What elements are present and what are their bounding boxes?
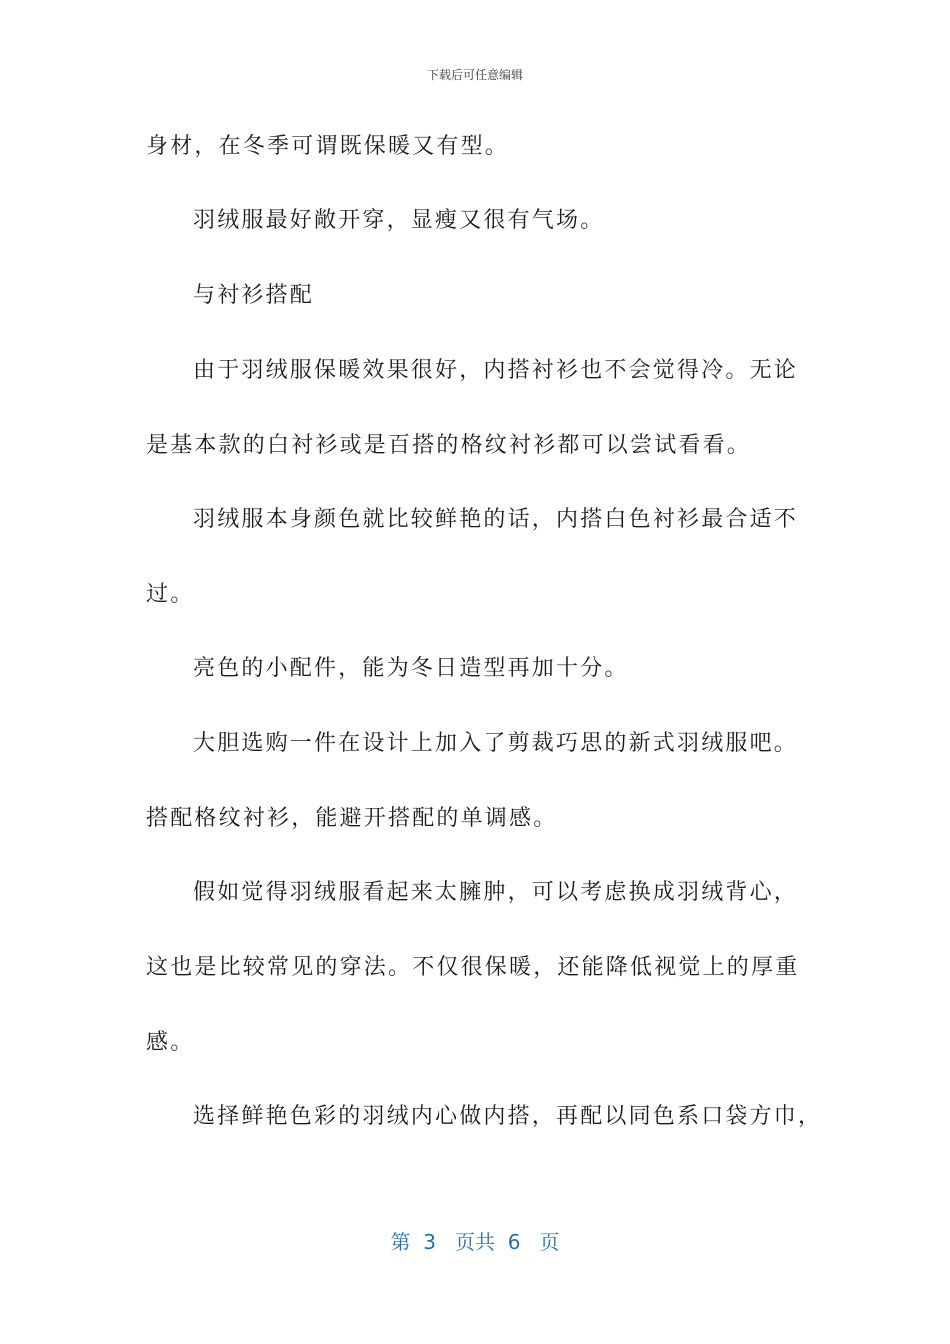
body-line: 是基本款的白衬衫或是百搭的格纹衬衫都可以尝试看看。 <box>146 433 752 458</box>
body-line: 感。 <box>146 1030 195 1055</box>
body-line: 假如觉得羽绒服看起来太臃肿，可以考虑换成羽绒背心， <box>193 880 799 905</box>
body-line: 羽绒服最好敞开穿，显瘦又很有气场。 <box>193 208 605 233</box>
page-number-footer: 第 3 页共 6 页 <box>390 1230 560 1254</box>
section-heading: 与衬衫搭配 <box>193 283 315 308</box>
body-line: 搭配格纹衬衫，能避开搭配的单调感。 <box>146 806 558 831</box>
body-line: 大胆选购一件在设计上加入了剪裁巧思的新式羽绒服吧。 <box>193 731 799 756</box>
body-line: 选择鲜艳色彩的羽绒内心做内搭，再配以同色系口袋方巾， <box>193 1104 823 1129</box>
body-line: 由于羽绒服保暖效果很好，内搭衬衫也不会觉得冷。无论 <box>193 358 799 383</box>
body-line: 身材，在冬季可谓既保暖又有型。 <box>146 134 510 159</box>
body-line: 这也是比较常见的穿法。不仅很保暖，还能降低视觉上的厚重 <box>146 955 800 980</box>
body-line: 羽绒服本身颜色就比较鲜艳的话，内搭白色衬衫最合适不 <box>193 507 799 532</box>
body-line: 亮色的小配件，能为冬日造型再加十分。 <box>193 656 629 681</box>
page-header: 下载后可任意编辑 <box>426 68 523 82</box>
body-line: 过。 <box>146 582 195 607</box>
